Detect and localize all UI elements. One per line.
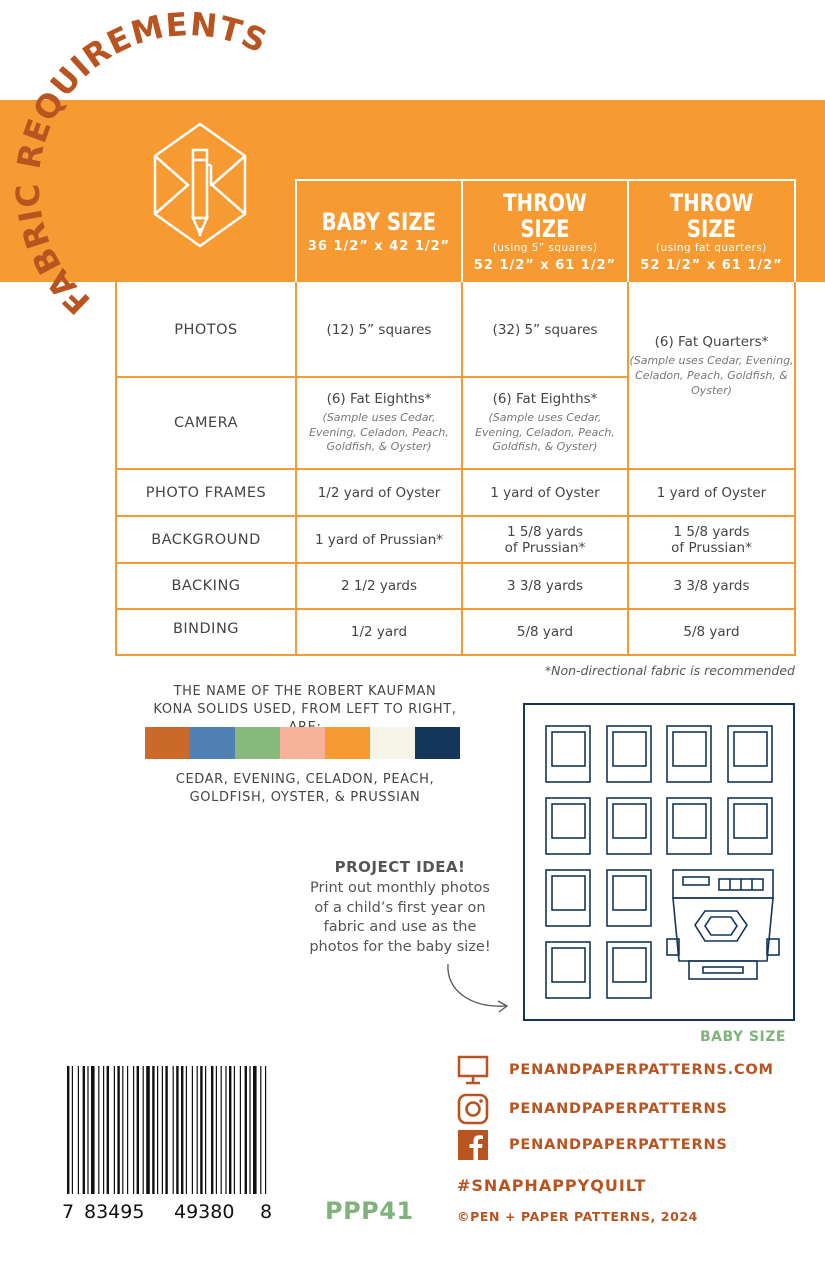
facebook-text[interactable]: PENANDPAPERPATTERNS: [509, 1137, 728, 1153]
row-label-photos: [117, 284, 295, 376]
cell-background-throw-squares: [463, 517, 627, 562]
row-label-text: BINDING: [172, 621, 240, 637]
cell-binding-throw-fat-quarters: [629, 610, 794, 654]
column-header-baby: [297, 181, 461, 282]
monitor-icon: [457, 1055, 489, 1085]
cell-value: 3 3/8 yards: [673, 578, 750, 594]
cell-frames-baby: [297, 470, 461, 515]
row-label-photo-frames: [117, 470, 295, 515]
kona-intro-line: THE NAME OF THE ROBERT KAUFMAN: [173, 684, 437, 699]
fabric-requirements-table: [115, 179, 796, 656]
cell-value: 2 1/2 yards: [340, 578, 418, 594]
cell-note: (Sample uses Cedar, Evening, Celadon, Peach, Goldfish, & Oyster): [475, 410, 615, 454]
row-label-camera: [117, 378, 295, 468]
cell-value: 5/8 yard: [683, 624, 740, 640]
instagram-link[interactable]: [457, 1093, 728, 1125]
barcode-digit-4: 8: [260, 1201, 272, 1223]
row-label-text: BACKING: [171, 578, 241, 594]
pattern-sku: PPP41: [325, 1197, 414, 1225]
color-swatches: [145, 727, 460, 759]
column-dimensions: 52 1/2” x 61 1/2”: [473, 258, 617, 274]
swatch-peach: [280, 727, 325, 759]
baby-quilt-diagram: [523, 703, 795, 1021]
table-footnote: *Non-directional fabric is recommended: [544, 663, 795, 678]
cell-frames-throw-fat-quarters: [629, 470, 794, 515]
cell-value: 5/8 yard: [516, 624, 574, 640]
project-line: Print out monthly photos: [310, 880, 490, 896]
cell-camera-throw-squares: [463, 378, 627, 468]
column-subtitle: (using 5” squares): [492, 241, 598, 255]
cell-value: (32) 5” squares: [492, 322, 598, 338]
cell-note: (Sample uses Cedar, Evening, Celadon, Peach, Goldfish, & Oyster): [629, 354, 794, 397]
column-header-throw-fat-quarters: [629, 181, 794, 282]
swatch-cedar: [145, 727, 190, 759]
column-dimensions: 52 1/2” x 61 1/2”: [640, 258, 783, 274]
kona-names-line: GOLDFISH, OYSTER, & PRUSSIAN: [189, 790, 421, 806]
kona-names-line: CEDAR, EVENING, CELADON, PEACH,: [175, 772, 435, 787]
hashtag: #SNAPHAPPYQUILT: [457, 1176, 647, 1195]
cell-value: 1 5/8 yards of Prussian*: [504, 523, 586, 556]
project-idea: [290, 858, 510, 958]
cell-value: 1/2 yard of Oyster: [317, 484, 441, 501]
curved-arrow-icon: [440, 960, 520, 1020]
cell-value: 1/2 yard: [350, 624, 408, 640]
cell-note: (Sample uses Cedar, Evening, Celadon, Peach, Goldfish, & Oyster): [309, 410, 449, 454]
facebook-icon: [457, 1129, 489, 1161]
cell-backing-throw-squares: [463, 564, 627, 608]
swatch-evening: [190, 727, 235, 759]
cell-value: 1 5/8 yards of Prussian*: [671, 523, 752, 556]
swatch-prussian: [415, 727, 460, 759]
cell-background-baby: [297, 517, 461, 562]
project-idea-text: [290, 879, 510, 958]
cell-backing-baby: [297, 564, 461, 608]
cell-photos-camera-fat-quarters: [629, 284, 794, 468]
cell-frames-throw-squares: [463, 470, 627, 515]
instagram-icon: [457, 1093, 489, 1125]
instagram-text[interactable]: PENANDPAPERPATTERNS: [509, 1101, 728, 1117]
quilt-size-label: BABY SIZE: [700, 1029, 786, 1045]
column-title: BABY SIZE: [321, 207, 437, 236]
kona-names: [140, 771, 470, 807]
row-label-text: PHOTOS: [174, 322, 238, 338]
cell-background-throw-fat-quarters: [629, 517, 794, 562]
cell-binding-throw-squares: [463, 610, 627, 654]
row-label-text: PHOTO FRAMES: [145, 484, 267, 501]
swatch-oyster: [370, 727, 415, 759]
swatch-goldfish: [325, 727, 370, 759]
column-dimensions: 36 1/2” x 42 1/2”: [307, 239, 451, 255]
cell-value: (12) 5” squares: [326, 322, 432, 338]
cell-value: 1 yard of Oyster: [490, 484, 600, 501]
swatch-celadon: [235, 727, 280, 759]
arc-title-text: FABRIC REQUIREMENTS: [8, 4, 274, 322]
cell-value: 1 yard of Prussian*: [314, 531, 444, 548]
barcode-digits-2: 83495: [84, 1201, 145, 1223]
column-title: THROW SIZE: [669, 188, 754, 243]
row-label-backing: [117, 564, 295, 608]
project-idea-title: PROJECT IDEA!: [334, 858, 466, 876]
cell-value: (6) Fat Quarters*: [654, 334, 769, 350]
cell-value: 3 3/8 yards: [506, 578, 584, 594]
website-link[interactable]: [457, 1055, 774, 1085]
cell-backing-throw-fat-quarters: [629, 564, 794, 608]
barcode: [62, 1066, 272, 1224]
cell-value: (6) Fat Eighths*: [492, 390, 598, 407]
row-label-text: CAMERA: [173, 415, 239, 431]
row-label-background: [117, 517, 295, 562]
cell-value: 1 yard of Oyster: [656, 484, 767, 501]
row-label-binding: [117, 610, 295, 654]
barcode-digits-3: 49380: [174, 1201, 235, 1223]
column-header-throw-squares: [463, 181, 627, 282]
cell-value: (6) Fat Eighths*: [326, 390, 432, 407]
cell-binding-baby: [297, 610, 461, 654]
row-label-text: BACKGROUND: [151, 531, 261, 548]
cell-camera-baby: [297, 378, 461, 468]
barcode-digit-1: 7: [62, 1201, 75, 1223]
project-line: of a child’s first year on: [314, 899, 486, 916]
column-subtitle: (using fat quarters): [656, 241, 767, 255]
facebook-link[interactable]: [457, 1129, 728, 1161]
cell-photos-baby: [297, 284, 461, 376]
project-line: photos for the baby size!: [309, 939, 491, 956]
copyright: ©PEN + PAPER PATTERNS, 2024: [457, 1209, 698, 1224]
project-line: fabric and use as the: [323, 919, 477, 936]
website-text[interactable]: PENANDPAPERPATTERNS.COM: [509, 1062, 774, 1078]
cell-photos-throw-squares: [463, 284, 627, 376]
kona-intro-line: KONA SOLIDS USED, FROM LEFT TO RIGHT,: [153, 702, 457, 718]
column-title: THROW SIZE: [503, 188, 587, 243]
